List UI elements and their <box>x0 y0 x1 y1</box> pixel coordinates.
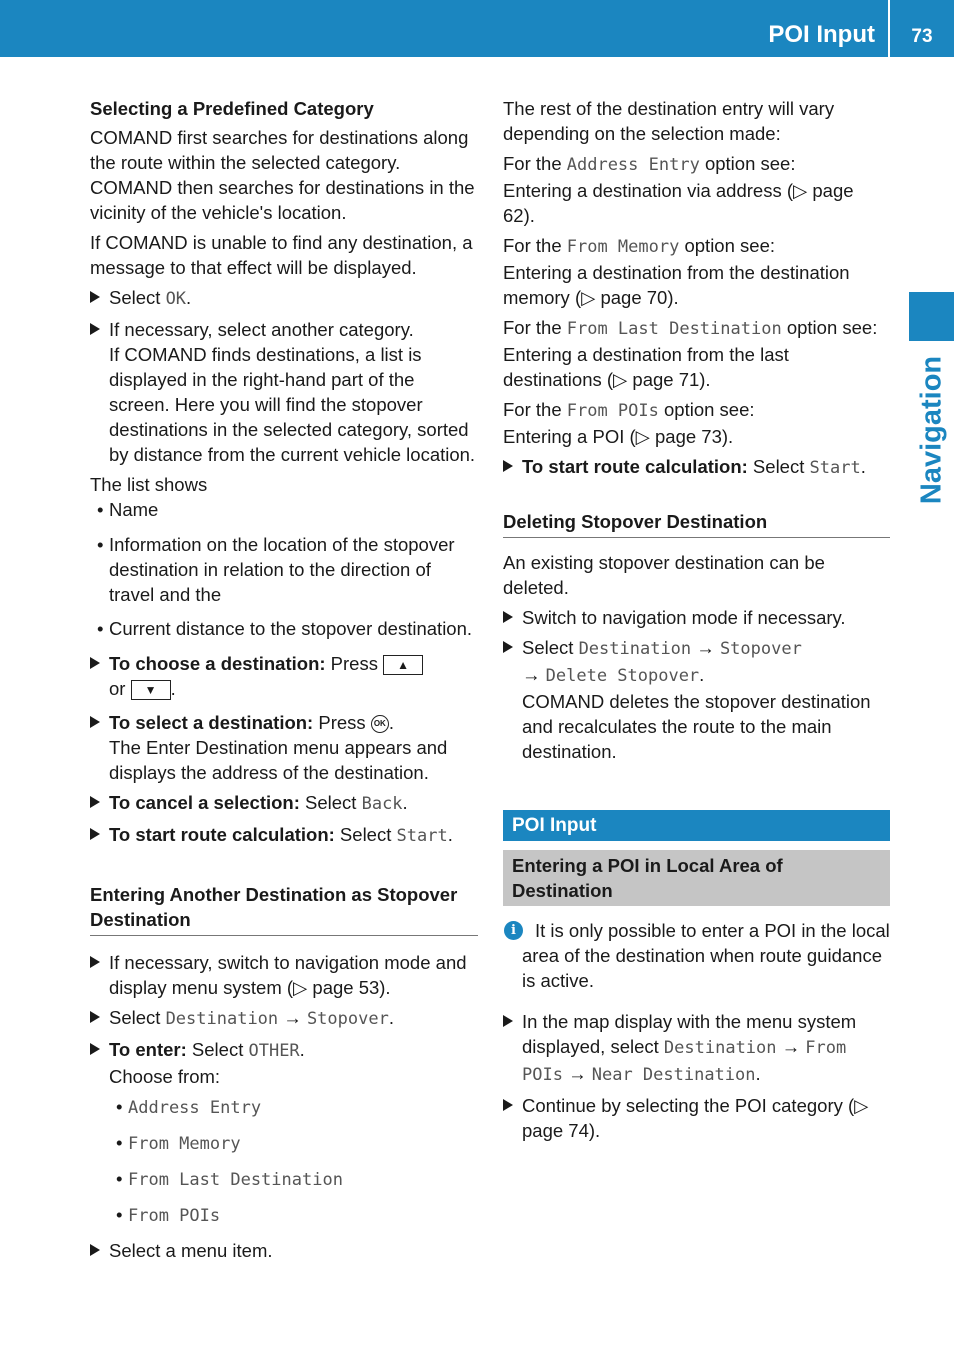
paragraph: An existing stopover destination can be deleted. <box>503 552 825 598</box>
step-item: To select a destination: Press OK . The Enter Destination menu appears and displays the address of the destination. <box>90 710 478 785</box>
page-header-bar <box>0 0 954 57</box>
step-arrow-icon <box>90 716 100 728</box>
step-arrow-icon <box>90 1011 100 1023</box>
step-item: To enter: Select OTHER. Choose from: <box>90 1037 478 1089</box>
step-arrow-icon <box>90 1244 100 1256</box>
step-item: Select OK. <box>90 285 478 312</box>
header-title: POI Input <box>768 21 875 48</box>
paragraph: The rest of the destination entry will vary depending on the selection made: <box>503 98 835 144</box>
header-divider <box>888 0 890 57</box>
down-key-icon: ▼ <box>131 680 171 700</box>
heading-predefined-category: Selecting a Predefined Category <box>90 98 374 119</box>
section-bar-poi-input: POI Input <box>503 810 890 841</box>
page-number: 73 <box>911 26 933 47</box>
option-reference: For the From Last Destination option see: Entering a destination from the last destinations (▷ page 71). <box>503 317 878 390</box>
step-item: To start route calculation: Select Start. <box>503 454 890 481</box>
heading-another-destination: Entering Another Destination as Stopover Destination <box>90 882 478 936</box>
step-item: Switch to navigation mode if necessary. <box>503 605 890 630</box>
step-arrow-icon <box>503 641 513 653</box>
step-arrow-icon <box>503 1099 513 1111</box>
step-arrow-icon <box>90 796 100 808</box>
info-icon: i <box>504 921 523 940</box>
step-item: Select a menu item. <box>90 1238 478 1263</box>
step-arrow-icon <box>90 323 100 335</box>
step-arrow-icon <box>90 828 100 840</box>
list-item: • Name <box>97 499 159 520</box>
step-arrow-icon <box>503 460 513 472</box>
paragraph: COMAND first searches for destinations along the route within the selected category. COMAND then searches for destinations in the vicinity of the vehicle's location. <box>90 127 475 223</box>
paragraph: If COMAND is unable to find any destination, a message to that effect will be displayed. <box>90 232 473 278</box>
left-column <box>90 96 478 1268</box>
step-item: To choose a destination: Press ▲ or ▼ . <box>90 651 478 701</box>
step-item: To cancel a selection: Select Back. <box>90 790 478 817</box>
list-item: • Information on the location of the stopover destination in relation to the direction of travel and the <box>97 534 455 605</box>
ok-button-icon: OK <box>371 715 389 733</box>
option-item: • Address Entry <box>116 1096 262 1118</box>
info-note: i It is only possible to enter a POI in the local area of the destination when route guidance is active. <box>503 918 890 993</box>
list-intro: The list shows <box>90 474 208 495</box>
step-item: If necessary, switch to navigation mode and display menu system (▷ page 53). <box>90 950 478 1000</box>
step-arrow-icon <box>90 291 100 303</box>
step-arrow-icon <box>503 611 513 623</box>
step-item: If necessary, select another category. If COMAND finds destinations, a list is displayed in the right-hand part of the screen. Here you will find the stopover destinations in the selected category, sorted by distance from the current vehicle location. <box>90 317 478 467</box>
step-item: Select Destination → Stopover. <box>90 1005 478 1032</box>
step-item: Continue by selecting the POI category (▷ page 74). <box>503 1093 890 1143</box>
step-arrow-icon <box>90 657 100 669</box>
section-tab-label: Navigation <box>915 355 948 505</box>
option-reference: For the Address Entry option see: Entering a destination via address (▷ page 62). <box>503 153 854 226</box>
option-item: • From Memory <box>116 1132 241 1154</box>
option-reference: For the From Memory option see: Entering a destination from the destination memory (▷ page 70). <box>503 235 850 308</box>
step-arrow-icon <box>90 956 100 968</box>
section-tab-marker <box>909 292 954 341</box>
step-arrow-icon <box>90 1043 100 1055</box>
heading-deleting-stopover: Deleting Stopover Destination <box>503 509 890 538</box>
option-reference: For the From POIs option see: Entering a POI (▷ page 73). <box>503 399 755 447</box>
option-item: • From POIs <box>116 1204 221 1226</box>
subsection-bar-local-area: Entering a POI in Local Area of Destination <box>503 850 890 906</box>
up-key-icon: ▲ <box>383 655 423 675</box>
step-arrow-icon <box>503 1015 513 1027</box>
option-item: • From Last Destination <box>116 1168 343 1190</box>
list-item: • Current distance to the stopover destination. <box>97 618 473 639</box>
step-item: Select Destination → Stopover → Delete Stopover. COMAND deletes the stopover destination and recalculates the route to the main destination. <box>503 635 890 764</box>
right-column <box>503 96 890 1148</box>
step-item: In the map display with the menu system displayed, select Destination → From POIs → Near Destination. <box>503 1009 890 1088</box>
step-item: To start route calculation: Select Start. <box>90 822 478 849</box>
